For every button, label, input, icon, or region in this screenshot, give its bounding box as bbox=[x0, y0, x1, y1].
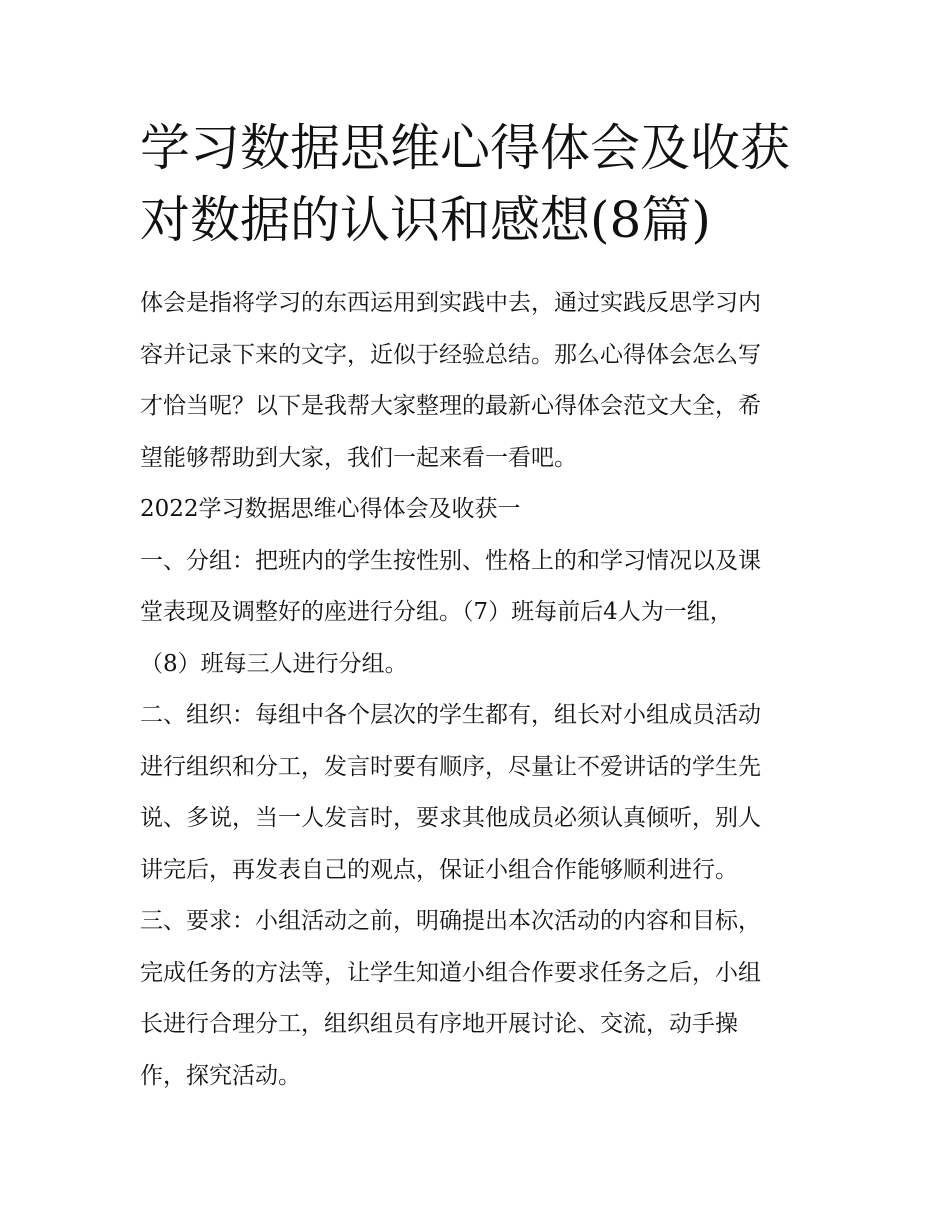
paragraph-line: 堂表现及调整好的座进行分组。（7）班每前后4人为一组， bbox=[140, 599, 733, 625]
paragraph-line: 三、要求：小组活动之前，明确提出本次活动的内容和目标， bbox=[140, 908, 761, 934]
paragraph-line: （8）班每三人进行分组。 bbox=[140, 650, 408, 677]
paragraph-line: 一、分组：把班内的学生按性别、性格上的和学习情况以及课 bbox=[140, 547, 761, 574]
intro-paragraph-line: 望能够帮助到大家，我们一起来看一看吧。 bbox=[140, 444, 577, 471]
paragraph-line: 二、组织：每组中各个层次的学生都有，组长对小组成员活动 bbox=[140, 702, 761, 728]
intro-paragraph-line: 容并记录下来的文字，近似于经验总结。那么心得体会怎么写 bbox=[140, 341, 761, 368]
section-heading: 2022学习数据思维心得体会及收获一 bbox=[140, 496, 521, 522]
paragraph-line: 说、多说，当一人发言时，要求其他成员必须认真倾听，别人 bbox=[140, 805, 761, 831]
paragraph-line: 进行组织和分工，发言时要有顺序，尽量让不爱讲话的学生先 bbox=[140, 753, 761, 780]
intro-paragraph-line: 体会是指将学习的东西运用到实践中去，通过实践反思学习内 bbox=[140, 290, 761, 316]
document-title bbox=[140, 112, 820, 256]
title-line: 学习数据思维心得体会及收获 bbox=[140, 119, 790, 177]
paragraph-line: 完成任务的方法等，让学生知道小组合作要求任务之后，小组 bbox=[140, 959, 761, 986]
intro-paragraph-line: 才恰当呢？以下是我帮大家整理的最新心得体会范文大全，希 bbox=[140, 393, 761, 419]
paragraph-line: 讲完后，再发表自己的观点，保证小组合作能够顺利进行。 bbox=[140, 856, 738, 883]
document-body bbox=[140, 278, 820, 1102]
paragraph-line: 作，探究活动。 bbox=[140, 1062, 301, 1089]
paragraph-line: 长进行合理分工，组织组员有序地开展讨论、交流，动手操 bbox=[140, 1011, 738, 1037]
title-line: 对数据的认识和感想(8篇) bbox=[140, 191, 711, 249]
